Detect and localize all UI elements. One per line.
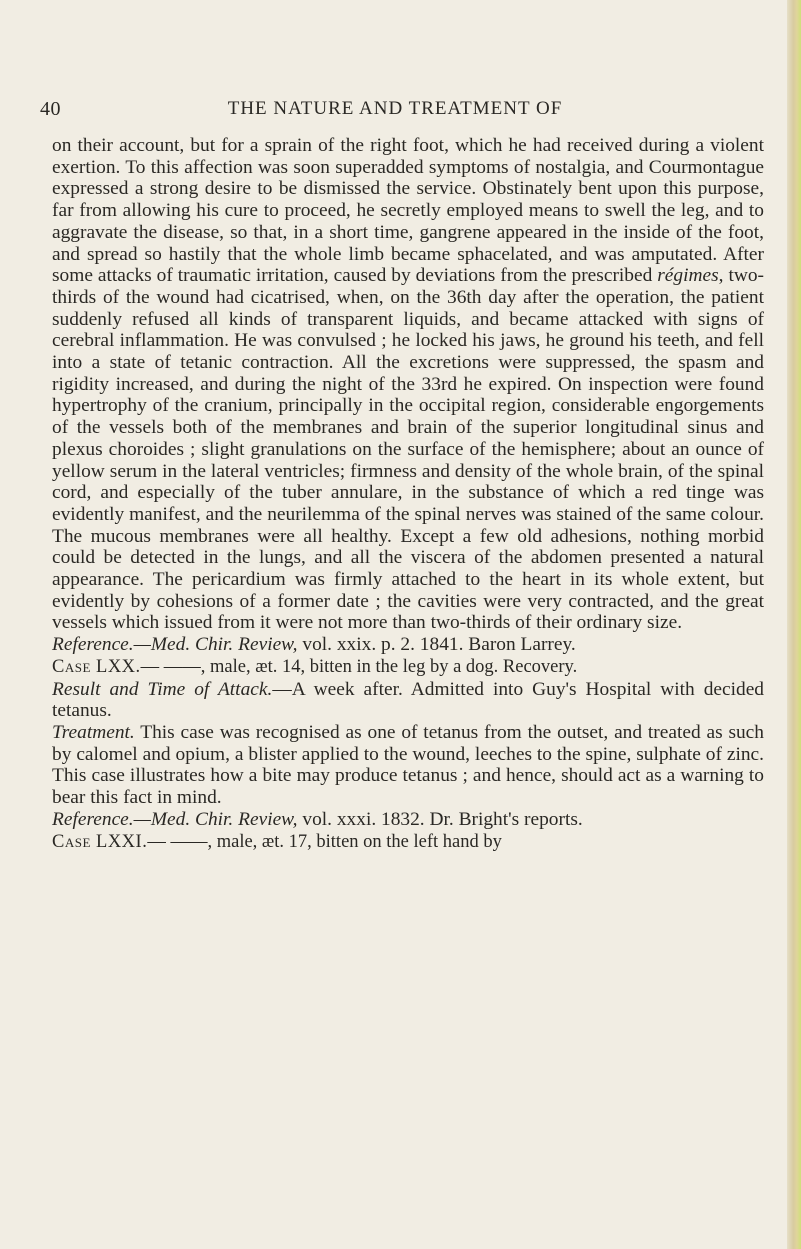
page-number: 40 — [40, 98, 61, 120]
reference-label: Reference.—Med. Chir. Review, — [52, 634, 298, 656]
case-label: Case LXXI. — [52, 831, 148, 852]
reference-label: Reference.—Med. Chir. Review, — [52, 808, 298, 830]
reference-details: vol. xxxi. 1832. Dr. Bright's reports. — [297, 808, 583, 830]
case-reference — [52, 809, 764, 831]
case-heading — [52, 832, 764, 854]
narrative-part-1: on their account, but for a sprain of the right foot, which he had received during a violent exertion. To this affection was soon superadded symptoms of nostalgia, and Courmontague expressed a strong desire to be dismissed the service. Obstinately bent upon this purpose, far from allowing his cure to proceed, he secretly employed means to swell the leg, and to aggravate the disease, so that, in a short time, gangrene appeared in the inside of the foot, and spread so hastily that the whole limb became sphacelated, and was amputated. After some attacks of traumatic irritation, caused by deviations from the prescribed — [52, 135, 764, 287]
case-heading — [52, 657, 764, 679]
treatment-label: Treatment. — [52, 721, 135, 743]
reference-details: vol. xxix. p. 2. 1841. Baron Larrey. — [297, 634, 576, 656]
result-text: —A week after. Admitted into Guy's Hospital with decided tetanus. — [52, 678, 764, 722]
case-result — [52, 679, 764, 722]
case-label: Case LXX. — [52, 656, 141, 677]
result-label: Result and Time of Attack. — [52, 678, 273, 700]
page-body — [52, 135, 764, 853]
case-description: — ——, male, æt. 14, bitten in the leg by a dog. Recovery. — [140, 656, 578, 677]
treatment-text: This case was recognised as one of tetanus from the outset, and treated as such by calomel and opium, a blister applied to the wound, leeches to the spine, sulphate of zinc. This case illustrates how a bite may produce tetanus ; and hence, should act as a warning to bear this fact in mind. — [52, 721, 764, 809]
running-title: THE NATURE AND TREATMENT OF — [227, 98, 563, 119]
case-reference — [52, 634, 764, 656]
page-header — [40, 98, 750, 124]
regimes-word: régimes — [657, 265, 719, 287]
narrative-part-2: , two-thirds of the wound had cicatrised, when, on the 36th day after the operation, the patient suddenly refused all kinds of transparent liquids, and became attacked with signs of cerebral inflammation. He was convulsed ; he locked his jaws, he ground his teeth, and fell into a state of tetanic contraction. All the excretions were suppressed, the spasm and rigidity increased, and during the night of the 33rd he expired. On inspection were found hypertrophy of the cranium, principally in the occipital region, considerable engorgements of the vessels both of the membranes and brain of the superior longitudinal sinus and plexus choroides ; slight granulations on the surface of the hemisphere; about an ounce of yellow serum in the lateral ventricles; firmness and density of the whole brain, of the spinal cord, and especially of the tuber annulare, in the substance of which a red tinge was evidently manifest, and the neurilemma of the spinal nerves was stained of the same colour. The mucous membranes were all healthy. Except a few old adhesions, nothing morbid could be detected in the lungs, and all the viscera of the abdomen presented a natural appearance. The pericardium was firmly attached to the heart in its whole extent, but evidently by cohesions of a former date ; the cavities were very contracted, and the great vessels which issued from it were not more than two-thirds of their ordinary size. — [52, 265, 764, 634]
case-description: — ——, male, æt. 17, bitten on the left hand by — [147, 831, 502, 852]
case-treatment — [52, 722, 764, 809]
page-edge — [787, 0, 801, 1249]
case-narrative — [52, 135, 764, 634]
